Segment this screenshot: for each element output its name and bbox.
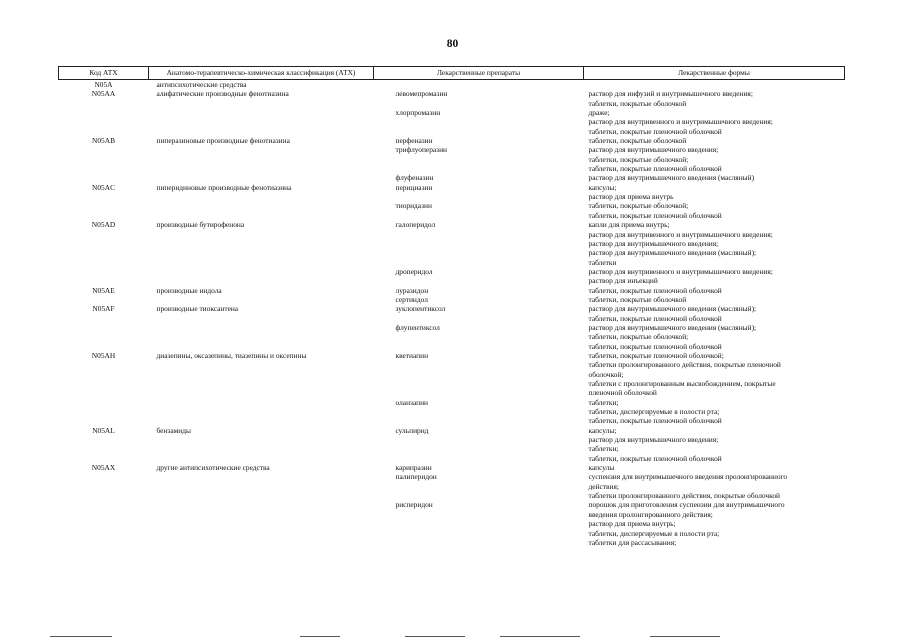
atc-code-cell: N05AE [92,285,115,295]
dosage-form-line: раствор для внутримышечного введения; [588,238,719,248]
table-row [59,295,845,304]
dosage-forms-cell [584,267,845,286]
dosage-forms-cell [584,145,845,173]
dosage-forms-cell [584,136,845,145]
drug-name-cell: перфеназин [395,136,433,146]
dosage-form-line: раствор для внутримышечного введения (масляный); [588,304,757,314]
dosage-form-line: раствор для внутримышечного введения; [588,145,719,155]
dosage-form-line: таблетки, покрытые оболочкой; [588,332,689,342]
dosage-form-line: таблетки, покрытые пленочной оболочкой [588,416,722,426]
dosage-form-line: таблетки, покрытые оболочкой; [588,201,689,211]
dosage-form-line: капсулы; [588,425,617,435]
dosage-form-line: таблетки, покрытые пленочной оболочкой [588,313,722,323]
table-header-row [59,67,845,80]
dosage-form-line: раствор для приема внутрь; [588,519,676,529]
atc-classification-cell: пиперазиновые производные фенотиазина [156,136,290,146]
table-row [59,426,845,463]
atc-code-cell [59,398,149,426]
drug-name-cell: карипразин [395,463,432,473]
dosage-form-line: таблетки, покрытые пленочной оболочкой [588,285,722,295]
dosage-form-line: таблетки, покрытые пленочной оболочкой [588,453,722,463]
atc-code-cell [59,108,149,136]
dosage-form-line: раствор для приема внутрь [588,192,674,202]
atc-classification-cell [149,398,374,426]
atc-code-cell [59,173,149,182]
atc-classification-cell: алифатические производные фенотиазина [156,89,289,99]
drug-name-cell: луразидон [395,285,429,295]
dosage-forms-cell [584,351,845,398]
drug-name-cell: дроперидол [395,266,433,276]
header-dosage-forms: Лекарственные формы [584,67,845,80]
atc-classification-cell [149,472,374,500]
dosage-form-line: раствор для внутривенного и внутримышечного введения; [588,229,773,239]
dosage-form-line: раствор для внутривенного и внутримышечного введения; [588,117,773,127]
table-row [59,220,845,267]
scan-edge-artifact [0,633,905,640]
atc-code-cell: N05AH [91,350,116,360]
table-row [59,472,845,500]
dosage-form-line: введения пролонгированного действия; [588,509,713,519]
dosage-form-line: оболочкой; [588,369,624,379]
atc-drug-table [58,66,845,547]
atc-code-cell: N05AA [91,89,116,99]
dosage-forms-cell [584,304,845,323]
dosage-form-line: капсулы [588,463,615,473]
dosage-form-line: раствор для инъекций [588,276,658,286]
dosage-forms-cell [584,398,845,426]
atc-code-cell [59,295,149,304]
dosage-forms-cell [584,295,845,304]
atc-code-cell: N05AB [92,136,115,146]
dosage-forms-cell [584,286,845,295]
drug-name-cell: сульпирид [395,425,429,435]
dosage-form-line: пленочной оболочкой [588,388,657,398]
atc-code-cell: N05AC [92,182,115,192]
table-row [59,500,845,547]
dosage-forms-cell [584,323,845,351]
dosage-form-line: таблетки, покрытые оболочкой [588,136,687,146]
table-row [59,173,845,182]
dosage-form-line: таблетки, диспергируемые в полости рта; [588,407,720,417]
dosage-form-line: раствор для внутримышечного введения (масляный) [588,173,755,183]
dosage-forms-cell [584,183,845,202]
atc-classification-cell: производные индола [156,285,222,295]
table-row [59,108,845,136]
dosage-form-line: суспензия для внутримышечного введения пролонгированного [588,472,788,482]
dosage-forms-cell [584,108,845,136]
drug-name-cell: рисперидон [395,500,433,510]
atc-classification-cell: производные тиоксантена [156,304,239,314]
table-row [59,286,845,295]
dosage-forms-cell [584,426,845,463]
atc-code-cell: N05A [94,80,113,89]
table-row [59,136,845,145]
dosage-forms-cell [584,472,845,500]
dosage-form-line: таблетки, покрытые оболочкой [588,98,687,108]
dosage-forms-cell [584,173,845,182]
atc-code-cell: N05AL [92,425,115,435]
dosage-forms-cell [584,500,845,547]
dosage-form-line: раствор для внутримышечного введения; [588,435,719,445]
drug-name-cell: сертиндол [395,294,428,304]
dosage-form-line: таблетки, покрытые пленочной оболочкой [588,210,722,220]
atc-classification-cell: антипсихотические средства [156,80,247,89]
table-row [59,183,845,202]
atc-classification-cell [149,108,374,136]
atc-classification-cell [149,201,374,220]
dosage-form-line: таблетки; [588,444,619,454]
dosage-form-line: раствор для внутримышечного введения (масляный); [588,248,757,258]
drug-name-cell: палиперидон [395,472,437,482]
drug-name-cell: флупентиксол [395,322,440,332]
dosage-forms-cell [584,89,845,108]
dosage-form-line: таблетки, покрытые оболочкой; [588,154,689,164]
dosage-form-line: таблетки, покрытые оболочкой [588,294,687,304]
dosage-form-line: раствор для внутримышечного введения (масляный); [588,322,757,332]
table-row [59,267,845,286]
dosage-form-line: капсулы; [588,182,617,192]
atc-classification-cell: пиперидиновые производные фенотиазина [156,182,292,192]
atc-code-cell [59,323,149,351]
drug-name-cell: тиоридазин [395,201,432,211]
dosage-forms-cell [584,201,845,220]
atc-classification-cell [149,500,374,547]
atc-classification-cell: производные бутирофенона [156,220,245,230]
dosage-forms-cell [584,80,845,90]
dosage-form-line: порошок для приготовления суспензии для внутримышечного [588,500,785,510]
dosage-form-line: таблетки, покрытые пленочной оболочкой [588,341,722,351]
dosage-forms-cell [584,463,845,472]
table-row [59,463,845,472]
dosage-form-line: таблетки, покрытые пленочной оболочкой [588,126,722,136]
dosage-form-line: таблетки, покрытые пленочной оболочкой; [588,350,724,360]
atc-code-cell: N05AF [92,304,115,314]
drug-name-cell [374,80,584,90]
drug-name-cell: перициазин [395,182,433,192]
atc-classification-cell [149,173,374,182]
dosage-form-line: таблетки, покрытые пленочной оболочкой [588,164,722,174]
atc-classification-cell [149,267,374,286]
header-drugs: Лекарственные препараты [374,67,584,80]
header-atc-classification: Анатомо-терапевтическо-химическая классификация (АТХ) [149,67,374,80]
dosage-forms-cell [584,220,845,267]
atc-classification-cell [149,145,374,173]
atc-classification-cell: другие антипсихотические средства [156,463,270,473]
drug-name-cell: зуклопентиксол [395,304,446,314]
atc-code-cell [59,267,149,286]
dosage-form-line: раствор для внутривенного и внутримышечного введения; [588,266,773,276]
atc-classification-cell: диазепины, оксазепины, тиазепины и оксепины [156,350,307,360]
drug-name-cell: кветиапин [395,350,429,360]
atc-code-cell [59,472,149,500]
dosage-form-line: таблетки для рассасывания; [588,537,677,547]
drug-name-cell: трифлуоперазин [395,145,448,155]
dosage-form-line: капли для приема внутрь; [588,220,670,230]
dosage-form-line: действия; [588,481,619,491]
table-row [59,398,845,426]
dosage-form-line: таблетки пролонгированного действия, покрытые оболочкой [588,491,780,501]
table-row [59,351,845,398]
table-row [59,323,845,351]
table-row [59,201,845,220]
table-body [59,80,845,548]
drug-name-cell: оланзапин [395,397,428,407]
atc-classification-cell [149,323,374,351]
table-row [59,80,845,90]
atc-classification-cell [149,295,374,304]
atc-code-cell: N05AX [91,463,116,473]
drug-name-cell: хлорпромазин [395,108,441,118]
dosage-form-line: таблетки [588,257,617,267]
atc-code-cell [59,500,149,547]
atc-code-cell [59,145,149,173]
header-atc-code: Код АТХ [59,67,149,80]
drug-name-cell: галоперидол [395,220,436,230]
table-row [59,145,845,173]
dosage-form-line: таблетки с пролонгированным высвобождением, покрытые [588,379,776,388]
drug-name-cell: флуфеназин [395,173,434,183]
table-row [59,304,845,323]
dosage-form-line: таблетки пролонгированного действия, покрытые пленочной [588,360,781,370]
atc-code-cell: N05AD [91,220,116,230]
table-row [59,89,845,108]
dosage-form-line: раствор для инфузий и внутримышечного введения; [588,89,753,99]
page-number: 80 [446,38,459,50]
dosage-form-line: таблетки, диспергируемые в полости рта; [588,528,720,538]
atc-code-cell [59,201,149,220]
atc-classification-cell: бензамиды [156,425,191,435]
drug-name-cell: левомепромазин [395,89,448,99]
dosage-form-line: драже; [588,108,610,118]
dosage-form-line: таблетки; [588,397,619,407]
